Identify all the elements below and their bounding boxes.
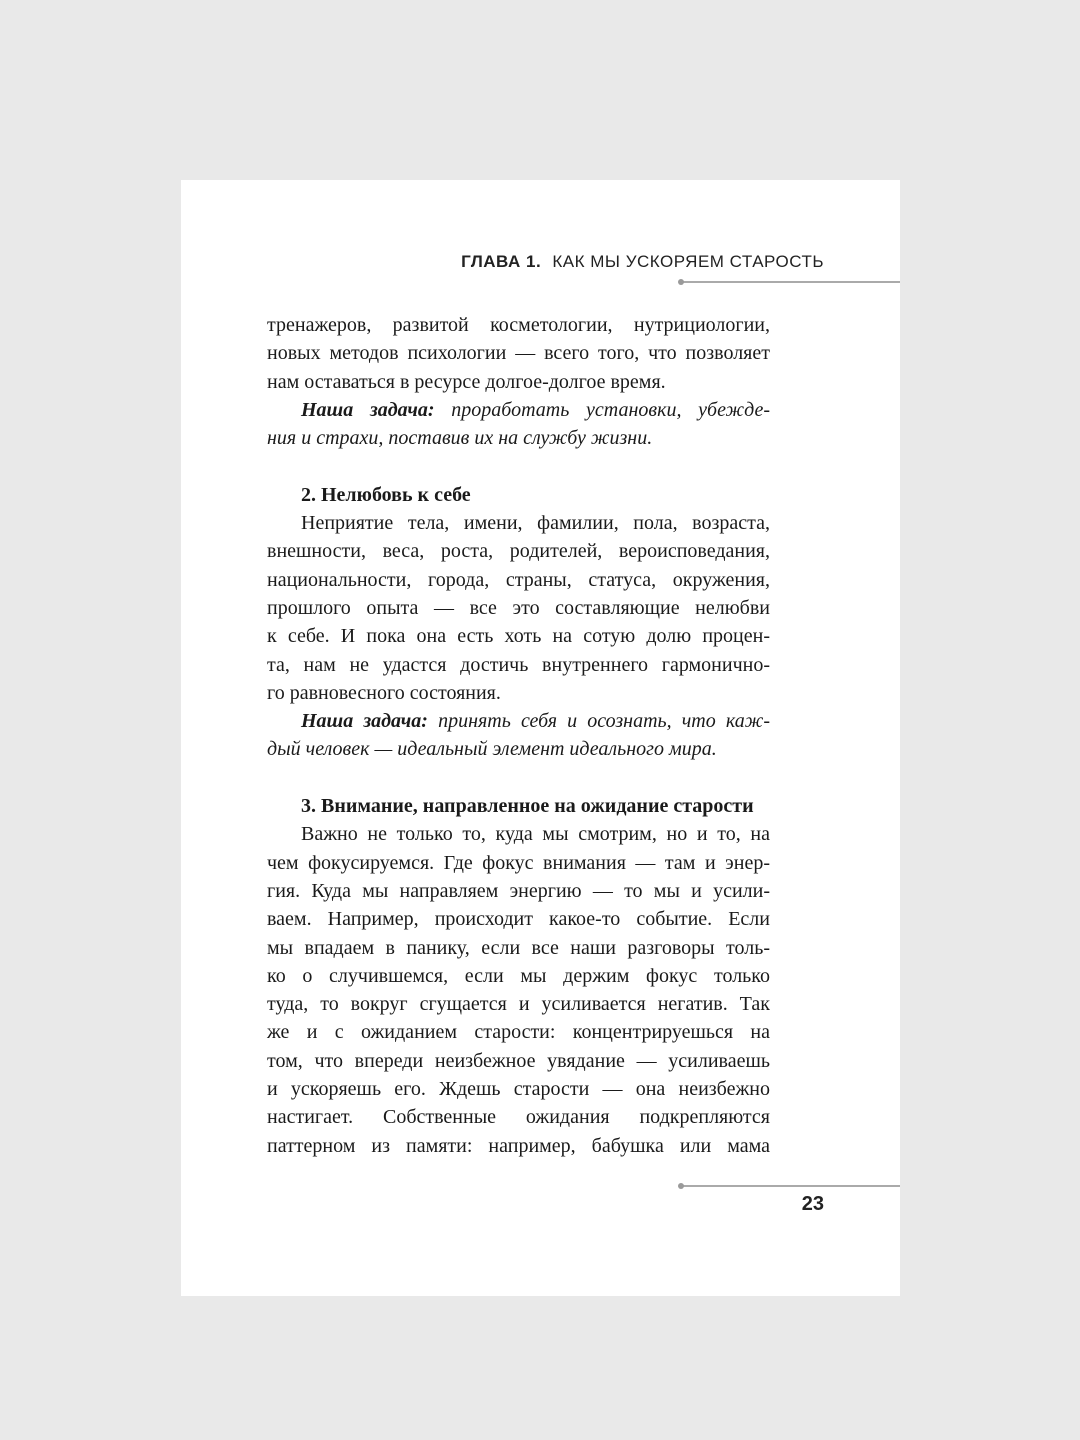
text-line: к себе. И пока она есть хоть на сотую долю процен- xyxy=(267,625,770,648)
page-number: 23 xyxy=(801,1193,824,1215)
text-line: Важно не только то, куда мы смотрим, но и то, на xyxy=(301,823,770,846)
text-line: тренажеров, развитой косметологии, нутрициологии, xyxy=(267,314,770,336)
text-line: паттерном из памяти: например, бабушка или мама xyxy=(267,1134,770,1157)
text-line: го равновесного состояния. xyxy=(267,681,501,704)
header-rule xyxy=(681,281,900,283)
text-line: нам оставаться в ресурсе долгое-долгое время. xyxy=(267,370,666,393)
section-heading: 2. Нелюбовь к себе xyxy=(301,483,471,506)
text-line: новых методов психологии — всего того, что позволяет xyxy=(267,342,770,365)
task-line: дый человек — идеальный элемент идеального мира. xyxy=(267,738,717,761)
text-line: чем фокусируемся. Где фокус внимания — там и энер- xyxy=(267,851,770,874)
text-line: мы впадаем в панику, если все наши разговоры толь- xyxy=(267,936,770,959)
text-line: гия. Куда мы направляем энергию — то мы и усили- xyxy=(267,879,770,902)
task-line: Наша задача: проработать установки, убежде- xyxy=(301,398,770,421)
task-line: ния и страхи, поставив их на службу жизни. xyxy=(267,427,653,450)
text-line: национальности, города, страны, статуса, окружения, xyxy=(267,568,770,591)
book-page xyxy=(181,180,900,1296)
text-line: Неприятие тела, имени, фамилии, пола, возраста, xyxy=(301,512,770,535)
spacer xyxy=(267,452,770,480)
body-text xyxy=(267,311,770,1160)
chapter-label: ГЛАВА 1. xyxy=(461,252,542,271)
task-label: Наша задача: xyxy=(301,398,435,421)
section-heading: 3. Внимание, направленное на ожидание старости xyxy=(301,795,754,818)
spacer xyxy=(267,764,770,792)
text-line: прошлого опыта — все это составляющие нелюбви xyxy=(267,596,770,619)
text-line: ваем. Например, происходит какое-то событие. Если xyxy=(267,908,770,931)
text-line: же и с ожиданием старости: концентрируешься на xyxy=(267,1021,770,1044)
task-line: Наша задача: принять себя и осознать, что каж- xyxy=(301,710,770,733)
text-line: и ускоряешь его. Ждешь старости — она неизбежно xyxy=(267,1078,770,1101)
text-line: внешности, веса, роста, родителей, вероисповедания, xyxy=(267,540,770,563)
text-line: ко о случившемся, если мы держим фокус только xyxy=(267,964,770,987)
running-head xyxy=(461,252,824,272)
footer-rule xyxy=(681,1185,900,1187)
text-line: та, нам не удастся достичь внутреннего гармонично- xyxy=(267,653,770,676)
chapter-title: КАК МЫ УСКОРЯЕМ СТАРОСТЬ xyxy=(552,252,824,271)
text-line: настигает. Собственные ожидания подкрепляются xyxy=(267,1106,770,1129)
task-label: Наша задача: xyxy=(301,710,428,733)
text-line: туда, то вокруг сгущается и усиливается негатив. Так xyxy=(267,993,770,1016)
text-line: том, что впереди неизбежное увядание — усиливаешь xyxy=(267,1049,770,1072)
